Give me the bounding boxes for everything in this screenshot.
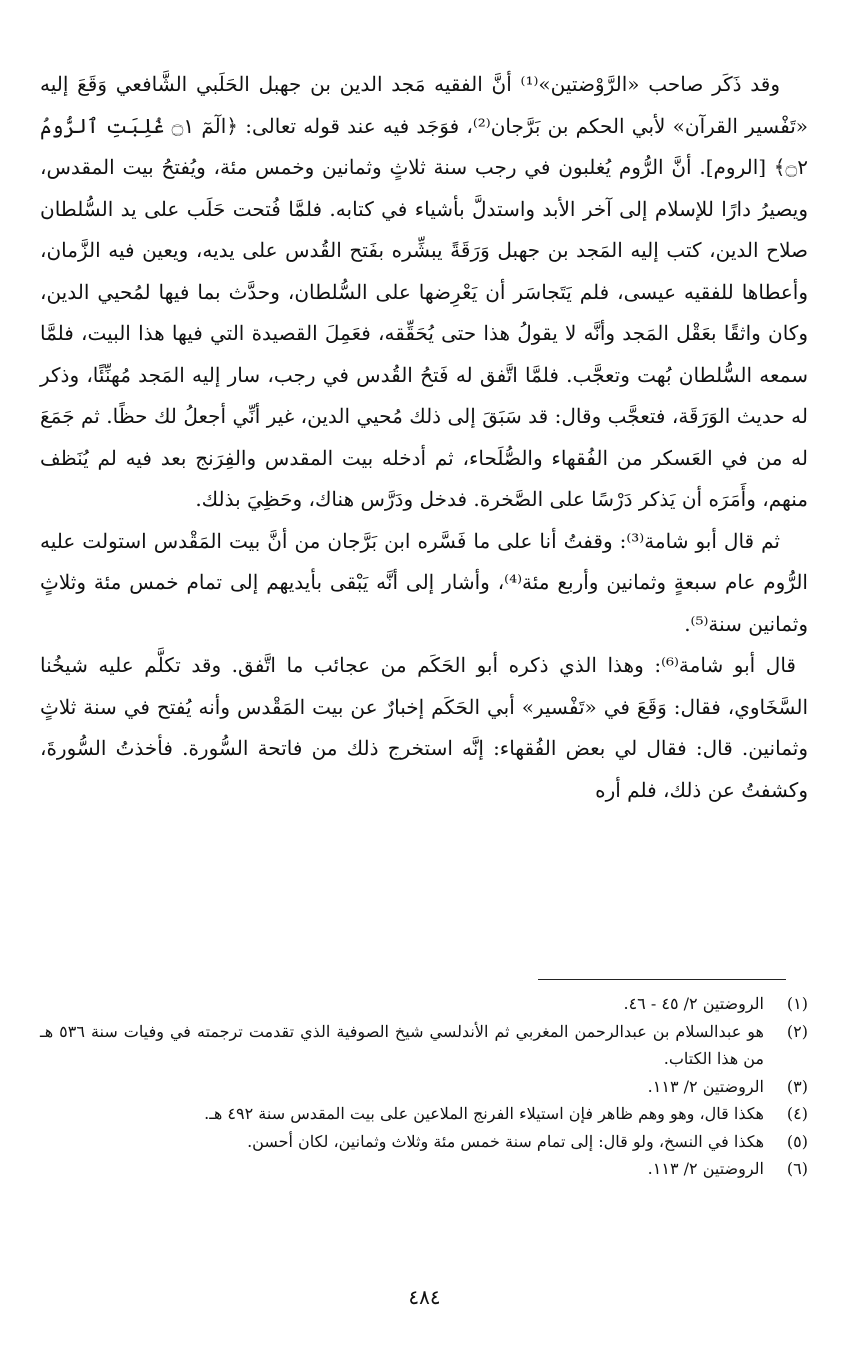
paragraph: ثم قال أبو شامة⁽³⁾: وقفتُ أنا على ما فَسَّره ابن بَرَّجان من أنَّ بيت المَقْدس استولت عليه الرُّوم عام سبعةٍ وثمانين وأربع مئة⁽⁴⁾، وأشار إلى أنَّه يَبْقى بأيديهم إلى تمام خمس مئة وثلاثٍ وثمانين سنة⁽⁵⁾. [40,528,808,636]
footnote-text: الروضتين ٢/ ٤٥ - ٤٦. [623,994,764,1013]
footnotes [40,990,808,1183]
footnote-separator [538,979,786,980]
footnote [40,1100,808,1128]
footnote [40,1128,808,1156]
footnote [40,990,808,1018]
page-number: ٤٨٤ [408,1285,441,1309]
footnote-text: الروضتين ٢/ ١١٣. [647,1076,764,1096]
footnote [40,1155,808,1183]
footnote-number: (١) [786,994,808,1013]
footnote-number: (٣) [786,1076,808,1096]
footnote-text: الروضتين ٢/ ١١٣. [647,1159,764,1178]
main-text [40,64,808,811]
footnote-number: (٦) [786,1159,808,1178]
footnote [40,1018,808,1073]
footnote-text: هكذا قال، وهو وهم ظاهر فإن استيلاء الفرنج الملاعين على بيت المقدس سنة ٤٩٢ هـ. [204,1104,764,1123]
footnote-number: (٤) [786,1104,808,1123]
footnote-text: هو عبدالسلام بن عبدالرحمن المغربي ثم الأندلسي شيخ الصوفية الذي تقدمت ترجمته في وفيات سنة ٥٣٦ هـ من هذا الكتاب. [40,1021,764,1068]
footnote-number: (٥) [786,1131,808,1151]
footnote [40,1073,808,1101]
paragraph: قال أبو شامة⁽⁶⁾: وهذا الذي ذكره أبو الحَكَم من عجائب ما اتَّفق. وقد تكلَّم عليه شيخُنا السَّخَاوي، فقال: وَقَعَ في «تَفْسير» أبي الحَكَم إخبارٌ عن بيت المَقْدس وأنه يُفتح في سنة ثلاثٍ وثمانين. قال: فقال لي بعض الفُقهاء: إنَّه استخرج ذلك من فاتحة السُّورة. فأخذتُ السُّورةَ، وكشفتُ عن ذلك، فلم أره [40,653,808,802]
paragraph: وقد ذَكَر صاحب «الرَّوْضتين»⁽¹⁾ أنَّ الفقيه مَجد الدين بن جهبل الحَلَبي الشَّافعي وَقَعَ إليه «تَفْسير القرآن» لأبي الحكم بن بَرَّجان⁽²⁾، فوَجَد فيه عند قوله تعالى: ﴿الٓمٓ ۝١ غُلِبَتِ ٱلرُّومُ ۝٢﴾ [الروم]. أنَّ الرُّوم يُغلبون في رجب سنة ثلاثٍ وثمانين وخمس مئة، ويُفتحُ بيت المقدس، ويصيرُ دارًا للإسلام إلى آخر الأبد واستدلَّ بأشياء في كتابه. فلمَّا فُتحت حَلَب على يد السُّلطان صلاح الدين، كتب إليه المَجد بن جهبل وَرَقَةً يبشِّره بفَتح القُدس على يديه، ويعين فيه الزَّمان، وأعطاها للفقيه عيسى، فلم يَتَجاسَر أن يَعْرِضها على السُّلطان، وحدَّث بما فيها لمُحيي الدين، وكان واثقًا بعَقْل المَجد وأنَّه لا يقولُ هذا حتى يُحَقِّقه، فعَمِلَ القصيدة التي فيها هذا البيت، فلمَّا سمعه السُّلطان بُهت وتعجَّب. فلمَّا اتَّفق له فَتحُ القُدس في رجب، سار إليه المَجد مُهنِّئًا، وذكر له حديث الوَرَقَة، فتعجَّب وقال: قد سَبَقَ إلى ذلك مُحيي الدين، غير أنِّي أجعلُ لك حظًا. ثم جَمَعَ له من في العَسكر من الفُقهاء والصُّلَحاء، ثم أدخله بيت المقدس والفِرَنج بعد فيه لم يُنَظف منهم، وأَمَرَه أن يَذكر دَرْسًا على الصَّخرة. فدخل ودَرَّس هناك، وحَظِيَ بذلك. [40,72,809,511]
footnote-number: (٢) [786,1021,808,1041]
footnote-text: هكذا في النسخ، ولو قال: إلى تمام سنة خمس مئة وثلاث وثمانين، لكان أحسن. [247,1131,764,1151]
